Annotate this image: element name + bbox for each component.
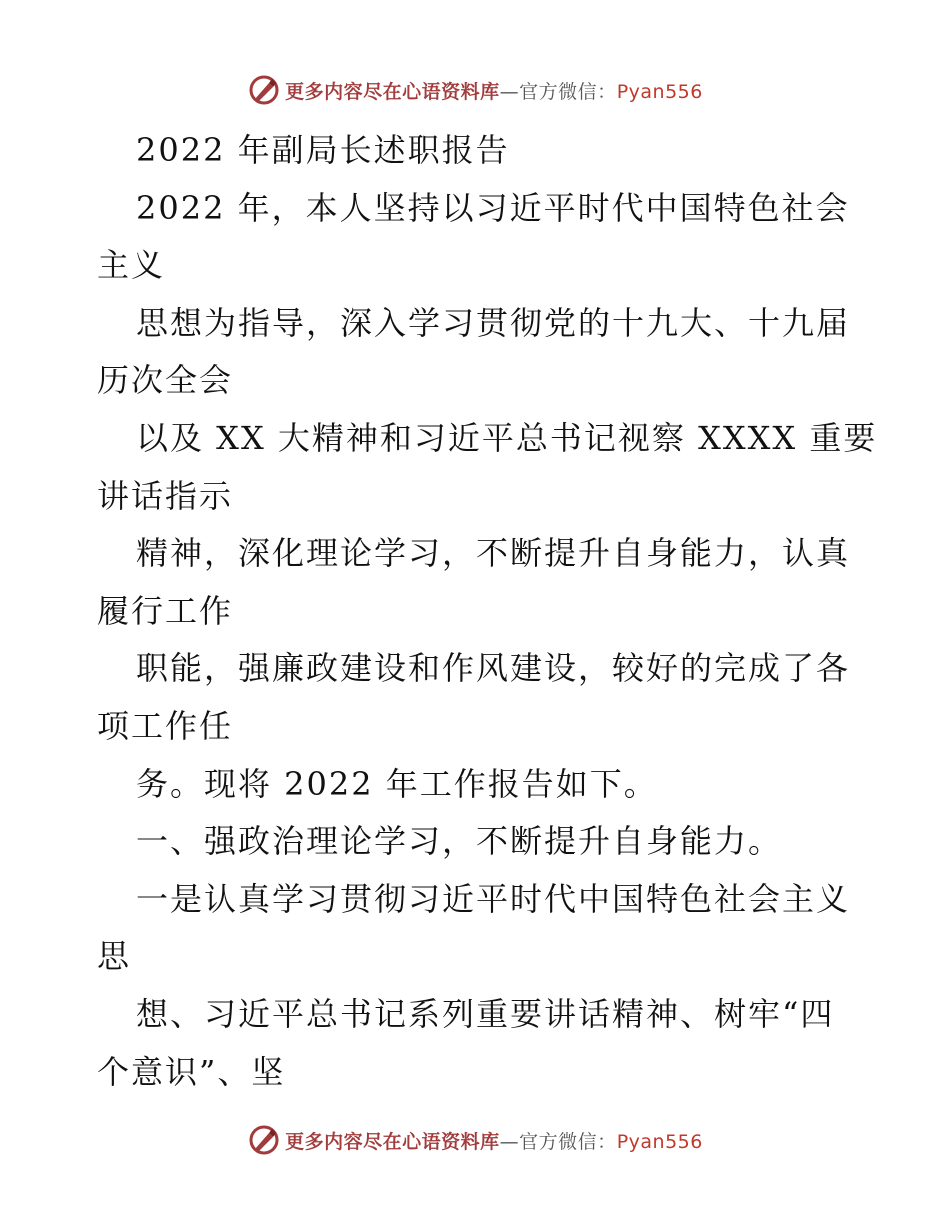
text-line: 以及 XX 大精神和习近平总书记视察 XXXX 重要 (136, 418, 878, 457)
text-line: 精神，深化理论学习，不断提升自身能力，认真 (136, 534, 851, 573)
banner-wechat-id: Pyan556 (616, 80, 703, 103)
banner-main-text: 更多内容尽在心语资料库 (285, 1130, 500, 1153)
text-line: 2022 年副局长述职报告 (136, 131, 510, 169)
pen-logo-icon (247, 73, 281, 107)
banner-text (285, 1127, 703, 1154)
document-body (97, 122, 878, 1101)
text-line: 职能，强廉政建设和作风建设，较好的完成了各 (136, 649, 851, 688)
banner-dash: — (499, 80, 520, 103)
text-line: 一是认真学习贯彻习近平时代中国特色社会主义 (136, 879, 851, 918)
footer-banner (0, 1120, 950, 1160)
pen-logo-icon (247, 1123, 281, 1157)
banner-dash: — (499, 1130, 520, 1153)
text-line: 讲话指示 (97, 476, 234, 515)
banner-text (285, 77, 703, 104)
header-banner (0, 70, 950, 110)
banner-wechat-id: Pyan556 (616, 1130, 703, 1153)
text-line: 历次全会 (97, 361, 234, 400)
banner-main-text: 更多内容尽在心语资料库 (285, 80, 500, 103)
text-line: 一、强政治理论学习，不断提升自身能力。 (136, 822, 783, 861)
text-line: 2022 年，本人坚持以习近平时代中国特色社会 (136, 188, 850, 227)
text-line: 履行工作 (97, 591, 234, 630)
text-line: 个意识”、坚 (97, 1052, 286, 1091)
banner-official-label: 官方微信： (519, 80, 617, 103)
text-line: 项工作任 (97, 706, 234, 745)
text-line: 务。现将 2022 年工作报告如下。 (136, 764, 658, 803)
banner-official-label: 官方微信： (519, 1130, 617, 1153)
text-line: 主义 (97, 246, 166, 285)
text-line: 思 (97, 937, 132, 976)
text-line: 思想为指导，深入学习贯彻党的十九大、十九届 (136, 303, 851, 342)
text-line: 想、习近平总书记系列重要讲话精神、树牢“四 (136, 994, 835, 1033)
